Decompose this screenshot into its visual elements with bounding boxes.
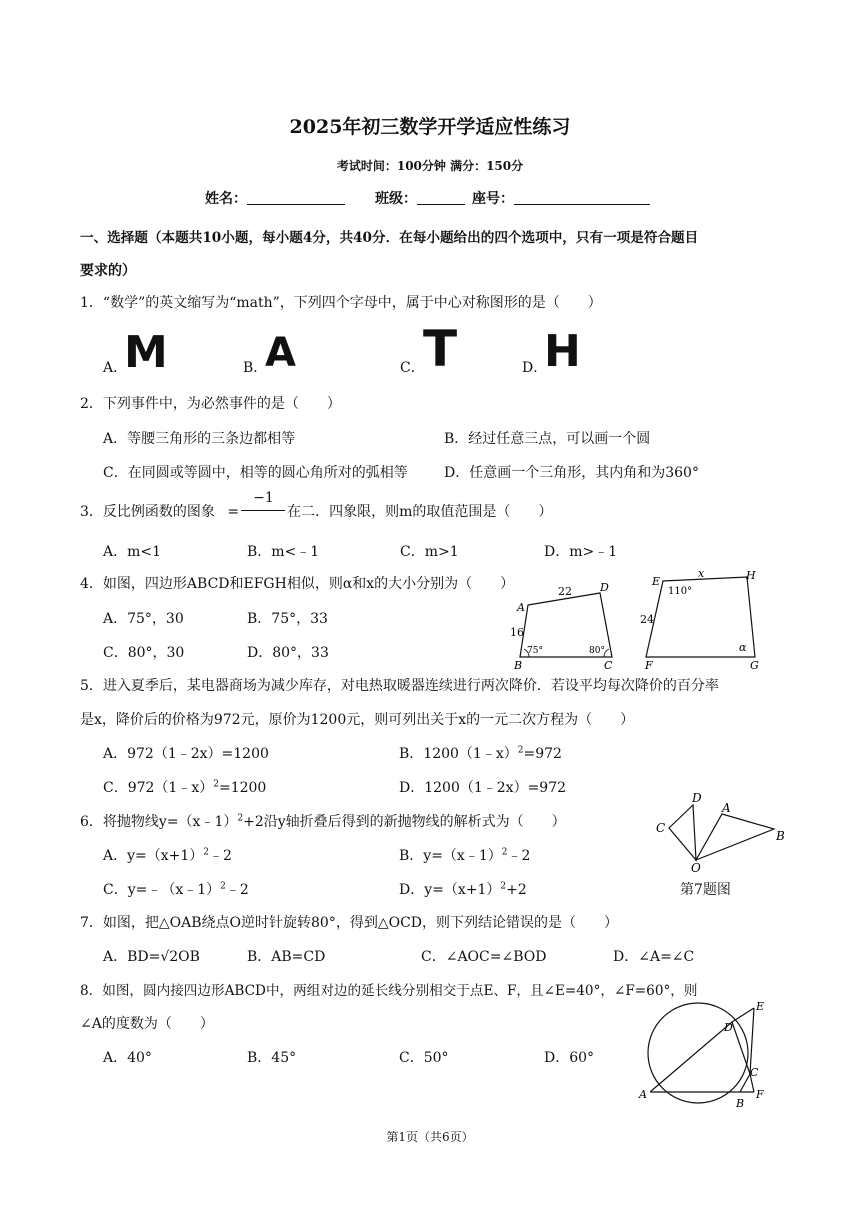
q6-option-d-exp: 2: [500, 881, 507, 892]
q6-stem-exp: 2: [237, 813, 244, 824]
label-angle-e: 110°: [668, 586, 693, 597]
q3-equals: =: [227, 504, 240, 520]
label-side-eh: x: [698, 567, 705, 580]
q5-option-a: A．972（1﹣2x）=1200: [103, 746, 269, 762]
q3-stem-post: 在二．四象限，则m的取值范围是（ ）: [287, 504, 553, 520]
label-o: O: [691, 861, 701, 875]
q1-option-b-label: B．: [243, 360, 268, 376]
q6-option-b-text: B．y=（x﹣1）: [399, 848, 502, 864]
q8-option-c: C．50°: [399, 1050, 449, 1066]
label-side-ab: 16: [510, 626, 524, 639]
page-title: 2025年初三数学开学适应性练习: [289, 116, 571, 138]
q5-option-b-rhs: =972: [523, 746, 562, 762]
label-d: D: [692, 791, 702, 805]
q3-stem: [80, 490, 553, 522]
q3-option-d: D．m>﹣1: [544, 544, 618, 560]
label-angle-c: 80°: [589, 646, 605, 656]
name-field: [205, 188, 345, 208]
class-label: 班级：: [375, 191, 417, 207]
q6-option-c-exp: 2: [220, 881, 226, 892]
q7-option-d: D．∠A=∠C: [613, 949, 695, 965]
q6-option-d: [399, 879, 527, 899]
label-e: E: [756, 1000, 765, 1013]
q6-option-b-rest: ﹣2: [507, 848, 531, 864]
class-field: [375, 188, 465, 208]
q6-option-a: [103, 845, 232, 865]
label-c: C: [604, 659, 613, 672]
q2-option-a: A．等腰三角形的三条边都相等: [103, 431, 296, 447]
label-angle-b: 75°: [527, 646, 543, 656]
q5-line1: 5．进入夏季后，某电器商场为减少库存，对电热取暖器连续进行两次降价．若设平均每次降价的百分率: [80, 678, 719, 694]
q5-option-b-text: B．1200（1﹣x）: [399, 746, 518, 762]
q6-stem-text: 6．将抛物线y=（x﹣1）: [80, 814, 238, 830]
label-a: A: [722, 801, 731, 815]
q5-option-b-exp: 2: [517, 745, 524, 756]
q1-option-b-letter: A: [265, 330, 296, 376]
q3-stem-pre: 3．反比例函数的图象: [80, 504, 215, 520]
name-label: 姓名：: [205, 191, 247, 207]
label-b: B: [776, 829, 785, 843]
q1-option-c-letter: T: [423, 320, 458, 378]
q6-option-a-text: A．y=（x+1）: [103, 848, 204, 864]
circle: [648, 1003, 748, 1103]
q5-option-d: D．1200（1﹣2x）=972: [399, 780, 567, 796]
q4-stem: 4．如图，四边形ABCD和EFGH相似，则α和x的大小分别为（ ）: [80, 576, 515, 592]
q3-fraction-bar: [241, 510, 285, 511]
label-b: B: [514, 659, 523, 672]
quad-efgh: [640, 567, 759, 672]
q5-line2: 是x，降价后的价格为972元，原价为1200元，则可列出关于x的一元二次方程为（ ）: [80, 712, 635, 728]
label-h: H: [746, 569, 756, 582]
q6-option-c-rest: ﹣2: [225, 882, 249, 898]
label-d: D: [600, 581, 609, 594]
q4-option-d: D．80°，33: [247, 645, 329, 661]
q3-option-c: C．m>1: [400, 544, 459, 560]
label-c: C: [656, 821, 666, 835]
name-blank: [247, 190, 345, 205]
q1-option-c-label: C．: [400, 360, 425, 376]
label-angle-g: α: [739, 641, 747, 654]
q7-option-b: B．AB=CD: [247, 949, 326, 965]
q3-numerator: −1: [253, 490, 274, 506]
q6-option-d-rest: +2: [506, 882, 527, 898]
class-blank: [417, 190, 465, 205]
exam-info: 考试时间：100分钟 满分：150分: [336, 159, 524, 173]
q7-stem: 7．如图，把△OAB绕点O逆时针旋转80°，得到△OCD，则下列结论错误的是（ ）: [80, 915, 619, 931]
q6-option-a-exp: 2: [203, 847, 210, 858]
q8-line1: 8．如图，圆内接四边形ABCD中，两组对边的延长线分别相交于点E、F，且∠E=40°，∠F=60°，则: [80, 983, 698, 999]
label-e: E: [652, 575, 661, 588]
line-ade: [650, 1008, 754, 1092]
q5-option-c-exp: 2: [213, 779, 219, 790]
q6-option-b: [399, 845, 530, 865]
q8-option-d: D．60°: [544, 1050, 595, 1066]
label-b: B: [736, 1097, 745, 1110]
q6-stem-rest: +2沿y轴折叠后得到的新抛物线的解析式为（ ）: [243, 814, 566, 830]
q3-fraction: [239, 490, 287, 522]
q7-option-a: A．BD=√2OB: [103, 949, 200, 965]
q3-option-a: A．m<1: [103, 544, 162, 560]
q1-option-a-label: A．: [103, 360, 128, 376]
section-title-line2: 要求的）: [80, 263, 136, 279]
label-c: C: [750, 1066, 759, 1079]
section-title-line1: 一、选择题（本题共10小题，每小题4分，共40分．在每小题给出的四个选项中，只有一项是符合题目: [80, 230, 699, 246]
q4-option-b: B．75°，33: [247, 611, 328, 627]
label-f: F: [756, 1088, 764, 1101]
q8-option-a: A．40°: [103, 1050, 152, 1066]
q2-option-c: C．在同圆或等圆中，相等的圆心角所对的弧相等: [103, 465, 408, 481]
q4-option-c: C．80°，30: [103, 645, 185, 661]
q4-figure: [500, 565, 770, 675]
q5-option-c: [103, 777, 266, 797]
q8-line2: ∠A的度数为（ ）: [80, 1016, 214, 1032]
q6-stem: [80, 811, 566, 831]
triangle-ocd: [669, 805, 696, 860]
q1-option-d-label: D．: [522, 360, 548, 376]
q2-option-d: D．任意画一个三角形，其内角和为360°: [444, 465, 699, 481]
q8-option-b: B．45°: [247, 1050, 297, 1066]
q7-figure-caption: 第7题图: [680, 882, 731, 898]
page-number: 第1页（共6页）: [386, 1130, 474, 1144]
label-d: D: [724, 1021, 733, 1034]
label-g: G: [750, 659, 759, 672]
label-side-ef: 24: [640, 613, 654, 626]
seat-field: [472, 188, 650, 208]
q5-option-c-rhs: =1200: [218, 780, 267, 796]
label-side-ad: 22: [558, 585, 572, 598]
quad-abcd: [510, 581, 613, 672]
q1-stem: 1．“数学”的英文缩写为“math”，下列四个字母中，属于中心对称图形的是（ ）: [80, 295, 602, 311]
q6-option-d-text: D．y=（x+1）: [399, 882, 501, 898]
q6-option-c-text: C．y=﹣（x﹣1）: [103, 882, 221, 898]
q5-option-c-text: C．972（1﹣x）: [103, 780, 214, 796]
q8-figure: [636, 1000, 776, 1112]
seat-blank: [514, 190, 650, 205]
triangle-oab: [696, 814, 774, 860]
label-a: A: [517, 601, 525, 614]
q2-option-b: B．经过任意三点，可以画一个圆: [444, 431, 651, 447]
q6-option-b-exp: 2: [501, 847, 508, 858]
q3-option-b: B．m<﹣1: [247, 544, 320, 560]
q1-option-a-letter: M: [124, 327, 168, 378]
q7-figure: [650, 790, 800, 875]
label-f: F: [645, 659, 653, 672]
q5-option-b: [399, 743, 562, 763]
q2-stem: 2．下列事件中，为必然事件的是（ ）: [80, 396, 341, 412]
q6-option-c: [103, 879, 249, 899]
seat-label: 座号：: [472, 191, 514, 207]
q1-option-d-letter: H: [544, 326, 581, 377]
q6-option-a-rest: ﹣2: [209, 848, 232, 864]
q4-option-a: A．75°，30: [103, 611, 184, 627]
q7-option-c: C．∠AOC=∠BOD: [421, 949, 547, 965]
label-a: A: [639, 1088, 647, 1101]
